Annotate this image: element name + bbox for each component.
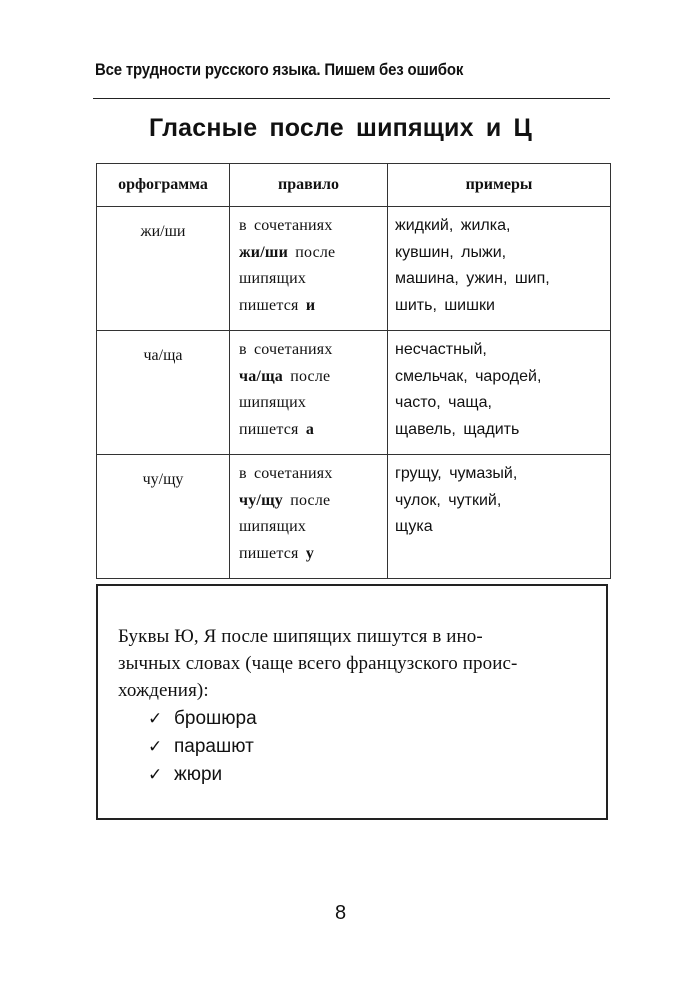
note-line: хождения): (118, 680, 209, 701)
check-icon: ✓ (148, 709, 163, 729)
rule-after: после (290, 491, 331, 509)
rule-cell (230, 331, 388, 455)
rule-line (239, 417, 379, 444)
header-divider (93, 98, 610, 99)
orthogram-text: жи/ши (140, 223, 186, 240)
table-row (97, 331, 611, 455)
rule-letter: а (305, 420, 315, 438)
column-header-rule: правило (230, 164, 388, 207)
list-item (148, 705, 257, 733)
note-text (118, 623, 598, 704)
example-line: часто, чаща, (395, 394, 492, 411)
list-item (148, 733, 257, 761)
example-line: кувшин, лыжи, (395, 243, 507, 261)
note-line: зычных словах (чаще всего французского проис- (118, 653, 518, 674)
examples-cell (388, 331, 611, 455)
list-item-text: брошюра (174, 708, 257, 729)
page-title: Гласные после шипящих и Ц (148, 114, 533, 142)
rule-after: после (290, 367, 331, 385)
rule-line: шипящих (239, 394, 307, 411)
example-line: грущу, чумазый, (395, 465, 518, 482)
rules-table (96, 163, 611, 579)
list-item-text: жюри (174, 764, 223, 785)
examples-cell (388, 207, 611, 331)
rule-line: в сочетаниях (239, 465, 333, 482)
column-header-orthogram: орфограмма (97, 164, 230, 207)
rule-line (239, 488, 379, 515)
list-item-text: парашют (174, 736, 254, 757)
check-icon: ✓ (148, 765, 163, 785)
table-header-row (97, 164, 611, 207)
example-line: щавель, щадить (395, 420, 520, 438)
example-line: чулок, чуткий, (395, 491, 502, 509)
example-line: щука (395, 518, 433, 535)
orthogram-cell (97, 455, 230, 579)
example-line: несчастный, (395, 341, 487, 358)
rule-after: после (295, 243, 336, 261)
rule-combination: ча/ща (239, 367, 283, 385)
note-line: Буквы Ю, Я после шипящих пишутся в ино- (118, 626, 483, 647)
orthogram-cell (97, 331, 230, 455)
rule-line (239, 293, 379, 320)
table-row (97, 207, 611, 331)
rule-line (239, 240, 379, 267)
example-line: смельчак, чародей, (395, 367, 542, 385)
rule-line (239, 541, 379, 568)
rule-cell (230, 207, 388, 331)
rule-line: в сочетаниях (239, 341, 333, 358)
rule-line: шипящих (239, 270, 307, 287)
column-header-examples: примеры (388, 164, 611, 207)
rule-letter: и (305, 296, 316, 314)
rule-letter: у (305, 544, 315, 562)
table-row (97, 455, 611, 579)
example-line: жидкий, жилка, (395, 217, 511, 234)
rule-line: шипящих (239, 518, 307, 535)
page-number: 8 (334, 902, 347, 924)
orthogram-cell (97, 207, 230, 331)
rule-prefix: пишется (239, 544, 299, 562)
orthogram-text: чу/щу (142, 471, 184, 488)
rule-line (239, 364, 379, 391)
running-head: Все трудности русского языка. Пишем без ошибок (95, 60, 464, 79)
list-item (148, 761, 257, 789)
rule-prefix: пишется (239, 420, 299, 438)
orthogram-text: ча/ща (143, 347, 183, 364)
example-list (148, 705, 257, 789)
examples-cell (388, 455, 611, 579)
example-line: шить, шишки (395, 296, 495, 314)
rule-combination: жи/ши (239, 243, 288, 261)
example-line: машина, ужин, шип, (395, 270, 550, 287)
rule-line: в сочетаниях (239, 217, 333, 234)
rule-cell (230, 455, 388, 579)
rule-combination: чу/щу (239, 491, 283, 509)
check-icon: ✓ (148, 737, 163, 757)
rule-prefix: пишется (239, 296, 299, 314)
